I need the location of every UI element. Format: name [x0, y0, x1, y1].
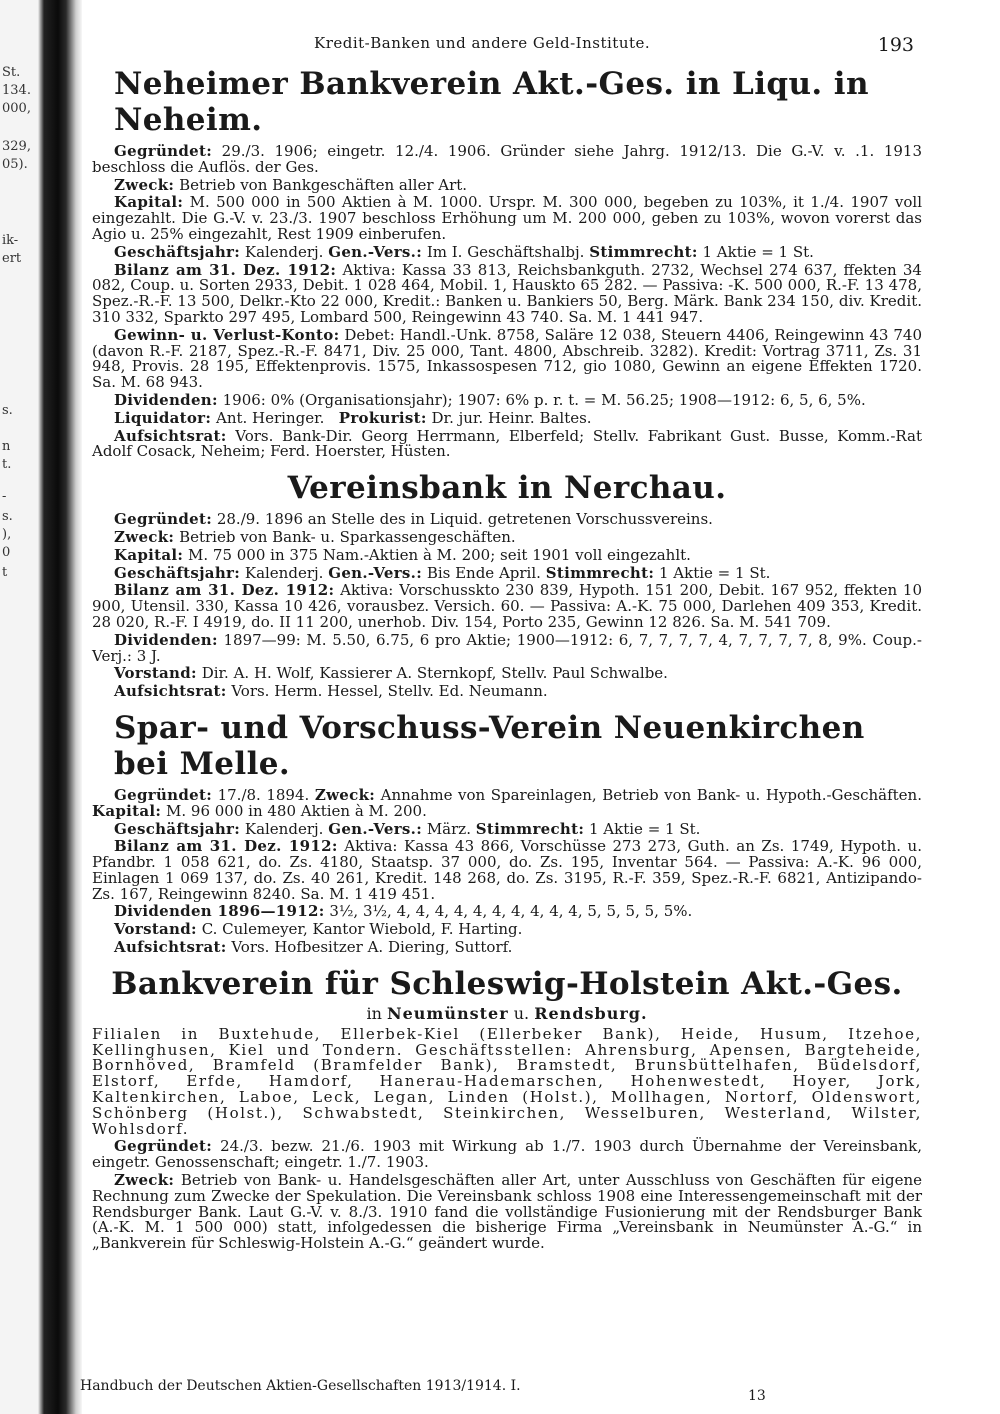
field-text: Betrieb von Bankgeschäften aller Art. [179, 175, 468, 194]
margin-fragment: t. [2, 457, 12, 472]
entry-paragraph [92, 904, 922, 920]
margin-fragment: 0 [2, 545, 11, 560]
entry-paragraph [92, 527, 922, 546]
field-text: Vors. Bank-Dir. Georg Herrmann, Elberfeld; Stellv. Fabrikant Gust. Busse, Komm.-Rat Adolf Cosack, Neheim; Ferd. Hoerster, Hüsten. [92, 426, 922, 461]
field-label: Gegründet: [114, 785, 213, 804]
field-text: Debet: Handl.-Unk. 8758, Saläre 12 038, Steuern 4406, Reingewinn 43 740 (davon R.-F. 2187, Spez.-R.-F. 8471, Div. 25 000, Tant. 4800, Abschreib. 3282). Kredit: Vortrag 3711, Zs. 31 948, Provis. 28 195, Effektenprovis. 1575, Inkassospesen 712, gio 1080, Gewinn an eigene Effekten 1720. Sa. M. 68 943. [92, 325, 923, 392]
entry-paragraph [92, 260, 922, 326]
entry-spar-vorschuss-verein-neuenkirchen [92, 710, 922, 956]
field-label: Stimmrecht: [475, 819, 585, 838]
entry-paragraph [92, 390, 922, 409]
margin-fragment: 000, [2, 101, 31, 116]
field-label: Gen.-Vers.: [328, 563, 423, 582]
field-text: Kalenderj. [244, 819, 324, 838]
field-label: Geschäftsjahr: [114, 563, 241, 582]
field-label: Aufsichtsrat: [114, 938, 227, 957]
margin-fragment: St. [2, 65, 21, 80]
entry-paragraph [92, 940, 922, 956]
entry-vereinsbank-nerchau [92, 470, 922, 700]
field-label: Gen.-Vers.: [328, 819, 423, 838]
field-label: Gegründet: [114, 142, 213, 160]
field-text: Vors. Hofbesitzer A. Diering, Suttorf. [231, 938, 513, 957]
field-label: Zweck: [114, 527, 175, 546]
field-text: 1 Aktie = 1 St. [589, 819, 701, 838]
field-label: Bilanz am 31. Dez. 1912: [114, 837, 338, 856]
entry-subtitle [92, 1004, 922, 1023]
field-text: 29./3. 1906; eingetr. 12./4. 1906. Gründer siehe Jahrg. 1912/13. Die G.-V. v. .1. 1913 beschloss die Auflös. der Ges. [92, 142, 922, 176]
field-text: Dr. jur. Heinr. Baltes. [431, 408, 592, 427]
field-label: Aufsichtsrat: [114, 682, 227, 701]
field-label: Kapital: [92, 801, 162, 820]
field-text: Bis Ende April. [426, 563, 541, 582]
field-label: Bilanz am 31. Dez. 1912: [114, 260, 337, 279]
margin-fragment: s. [2, 403, 13, 418]
margin-fragment: t [2, 565, 8, 580]
field-label: Vorstand: [114, 664, 197, 683]
signature-mark: 13 [748, 1388, 766, 1404]
field-text: C. Culemeyer, Kantor Wiebold, F. Harting. [201, 920, 523, 939]
entry-paragraph [92, 1173, 922, 1252]
field-text: 1 Aktie = 1 St. [658, 563, 771, 582]
field-text: Kalenderj. [244, 242, 324, 261]
field-text: M. 75 000 in 375 Nam.-Aktien à M. 200; seit 1901 voll eingezahlt. [188, 545, 691, 564]
field-text: März. [426, 819, 471, 838]
book-gutter [0, 0, 82, 1414]
entry-bankverein-schleswig-holstein [92, 966, 922, 1252]
field-text: 1897—99: M. 5.50, 6.75, 6 pro Aktie; 1900—1912: 6, 7, 7, 7, 7, 4, 7, 7, 7, 7, 8, 9%. Coup.-Verj.: 3 J. [92, 630, 922, 665]
field-label: Geschäftsjahr: [114, 242, 241, 261]
field-label: Dividenden 1896—1912: [114, 902, 325, 921]
entry-paragraph [92, 1139, 922, 1171]
field-text: M. 500 000 in 500 Aktien à M. 1000. Urspr. M. 300 000, begeben zu 103%, it 1./4. 1907 voll eingezahlt. Die G.-V. v. 23./3. 1907 beschloss Erhöhung um M. 200 000, geben zu 103%, wovon vorerst das Agio u. 25% eingezahlt, Rest 1909 einberufen. [92, 193, 922, 243]
entry-paragraph [92, 195, 922, 242]
field-text: 17./8. 1894. [217, 785, 310, 804]
field-label: Gegründet: [114, 1137, 213, 1156]
running-header [92, 30, 922, 56]
field-label: Dividenden: [114, 390, 218, 409]
entry-paragraph [92, 175, 922, 194]
field-label: Gegründet: [114, 510, 213, 529]
entry-paragraph [92, 563, 922, 582]
field-text: 3½, 3½, 4, 4, 4, 4, 4, 4, 4, 4, 4, 4, 5, 5, 5, 5, 5%. [329, 902, 693, 921]
field-label: Vorstand: [114, 920, 197, 939]
branch-list: Filialen in Buxtehude, Ellerbek-Kiel (Ellerbeker Bank), Heide, Husum, Itzehoe, Kellinghusen, Kiel und Tondern. Geschäftsstellen: Ahrensburg, Apensen, Bargteheide, Bornhöved, Bramfeld (Bramfelder Bank), Bramstedt, Brunsbüttelhafen, Büdelsdorf, Elstorf, Erfde, Hamdorf, Hanerau-Hademarschen, Hohenwestedt, Hoyer, Jork, Kaltenkirchen, Laboe, Leck, Legan, Linden (Holst.), Mollhagen, Nortorf, Oldenswort, Schönberg (Holst.), Schwabstedt, Steinkirchen, Wesselburen, Westerland, Wilster, Wohlsdorf. [92, 1024, 922, 1138]
field-text: 1906: 0% (Organisationsjahr); 1907: 6% p. r. t. = M. 56.25; 1908—1912: 6, 5, 6, 5%. [222, 390, 866, 409]
entry-paragraph [92, 144, 922, 176]
margin-fragment: 329, [2, 139, 31, 154]
field-label: Zweck: [114, 1171, 175, 1190]
field-text: 1 Aktie = 1 St. [702, 242, 814, 261]
entry-paragraph [92, 839, 922, 902]
running-header-title: Kredit-Banken und andere Geld-Institute. [314, 34, 651, 52]
entry-paragraph [92, 512, 922, 528]
entry-paragraph [92, 684, 922, 700]
field-text: Aktiva: Vorschusskto 230 839, Hypoth. 151 200, Debit. 167 952, ffekten 10 900, Utensil. 330, Kassa 10 426, vorausbez. Versich. 60. — Passiva: A.-K. 75 000, Darlehen 409 353, Kredit. 28 020, R.-F. I 4919, do. II 11 200, unerhob. Div. 154, Porto 235, Gewinn 12 826. Sa. M. 541 709. [92, 581, 922, 631]
book-page [92, 30, 922, 1254]
field-text: Annahme von Spareinlagen, Betrieb von Bank- u. Hypoth.-Geschäften. [380, 785, 922, 804]
field-label: Aufsichtsrat: [114, 426, 227, 445]
field-label: Geschäftsjahr: [114, 819, 241, 838]
field-label: Zweck: [314, 785, 376, 804]
margin-fragment: ik- [2, 233, 19, 248]
entry-title: Vereinsbank in Nerchau. [287, 470, 727, 507]
entry-paragraph [92, 325, 923, 392]
field-label: Gen.-Vers.: [328, 242, 423, 261]
entry-paragraph [92, 666, 922, 682]
field-text: Kalenderj. [244, 563, 324, 582]
field-label: Zweck: [114, 175, 175, 194]
margin-fragment: ), [2, 527, 12, 542]
field-label: Liquidator: [114, 408, 212, 427]
entry-paragraph [92, 242, 922, 261]
field-label: Stimmrecht: [545, 563, 655, 582]
subtitle-place: Rendsburg. [534, 1003, 648, 1023]
page-number: 193 [877, 34, 914, 56]
field-label: Prokurist: [338, 408, 427, 427]
subtitle-place: Neumünster [386, 1003, 509, 1023]
field-label: Kapital: [114, 193, 184, 212]
field-text: Aktiva: Kassa 33 813, Reichsbankguth. 2732, Wechsel 274 637, ffekten 34 082, Coup. u. Sorten 2933, Debit. 1 028 464, Mobil. 1, Hauskto 65 282. — Passiva: -K. 500 000, R.-F. 13 478, Spez.-R.-F. 13 500, Delkr.-Kto 22 000, Kredit.: Banken u. Bankiers 50, Berg. Märk. Bank 234 150, div. Kredit. 310 332, Sparkto 297 495, Lombard 500, Reingewinn 43 740. Sa. M. 1 441 947. [92, 260, 922, 326]
entry-neheimer-bankverein [92, 66, 922, 460]
field-text: 24./3. bezw. 21./6. 1903 mit Wirkung ab 1./7. 1903 durch Übernahme der Vereinsbank, eingetr. Genossenschaft; eingetr. 1./7. 1903. [92, 1137, 922, 1172]
entry-paragraph [92, 785, 922, 820]
entry-paragraph [92, 545, 922, 564]
margin-fragment: s. [2, 509, 13, 524]
field-text: Dir. A. H. Wolf, Kassierer A. Sternkopf, Stellv. Paul Schwalbe. [201, 664, 668, 683]
entry-paragraph [92, 408, 922, 427]
field-text: Betrieb von Bank- u. Sparkassengeschäften. [179, 527, 516, 546]
field-label: Kapital: [114, 545, 184, 564]
subtitle-prefix: in [366, 1003, 382, 1023]
field-label: Bilanz am 31. Dez. 1912: [114, 581, 335, 600]
page-footer [80, 1378, 780, 1404]
margin-fragment: n [2, 439, 11, 454]
field-label: Dividenden: [114, 630, 218, 649]
field-text: Im I. Geschäftshalbj. [426, 242, 585, 261]
margin-fragment: 05). [2, 157, 28, 172]
field-text: M. 96 000 in 480 Aktien à M. 200. [166, 801, 427, 820]
entry-paragraph [92, 583, 922, 630]
entry-title: Bankverein für Schleswig-Holstein Akt.-Ges. [111, 965, 903, 1002]
entry-paragraph [92, 630, 922, 665]
field-text: Aktiva: Kassa 43 866, Vorschüsse 273 273, Guth. an Zs. 1749, Hypoth. u. Pfandbr. 1 058 621, do. Zs. 4180, Staatsp. 37 000, do. Zs. 195, Inventar 564. — Passiva: A.-K. 96 000, Einlagen 1 069 137, do. Zs. 40 261, Kredit. 148 268, do. Zs. 3195, R.-F. 359, Spez.-R.-F. 6821, Antizipando-Zs. 167, Reingewinn 8240. Sa. M. 1 419 451. [92, 837, 922, 903]
field-label: Stimmrecht: [589, 242, 698, 261]
margin-fragment: 134. [2, 83, 31, 98]
footer-text: Handbuch der Deutschen Aktien-Gesellschaften 1913/1914. I. [80, 1378, 521, 1394]
subtitle-join: u. [513, 1003, 530, 1023]
field-text: 28./9. 1896 an Stelle des in Liquid. getretenen Vorschussvereins. [216, 510, 713, 529]
entry-title: Spar- und Vorschuss-Verein Neuenkirchen bei Melle. [114, 709, 865, 782]
margin-fragment: ert [2, 251, 22, 266]
entry-paragraph [92, 819, 922, 838]
field-text: Betrieb von Bank- u. Handelsgeschäften aller Art, unter Ausschluss von Geschäften für eigene Rechnung zum Zwecke der Spekulation. Die Vereinsbank schloss 1908 eine Interessengemeinschaft mit der Rendsburger Bank. Laut G.-V. v. 8./3. 1910 fand die vollständige Fusionierung mit der Rendsburger Bank (A.-K. M. 1 500 000) statt, infolgedessen die bisherige Firma „Vereinsbank in Neumünster A.-G.“ in „Bankverein für Schleswig-Holstein A.-G.“ geändert wurde. [92, 1171, 922, 1253]
entry-title: Neheimer Bankverein Akt.-Ges. in Liqu. in Neheim. [114, 66, 869, 138]
entry-paragraph [92, 426, 922, 461]
field-label: Gewinn- u. Verlust-Konto: [114, 325, 340, 344]
entry-paragraph [92, 922, 922, 938]
field-text: Vors. Herm. Hessel, Stellv. Ed. Neumann. [231, 682, 548, 701]
margin-fragment: - [2, 489, 7, 504]
field-text: Ant. Heringer. [216, 408, 325, 427]
